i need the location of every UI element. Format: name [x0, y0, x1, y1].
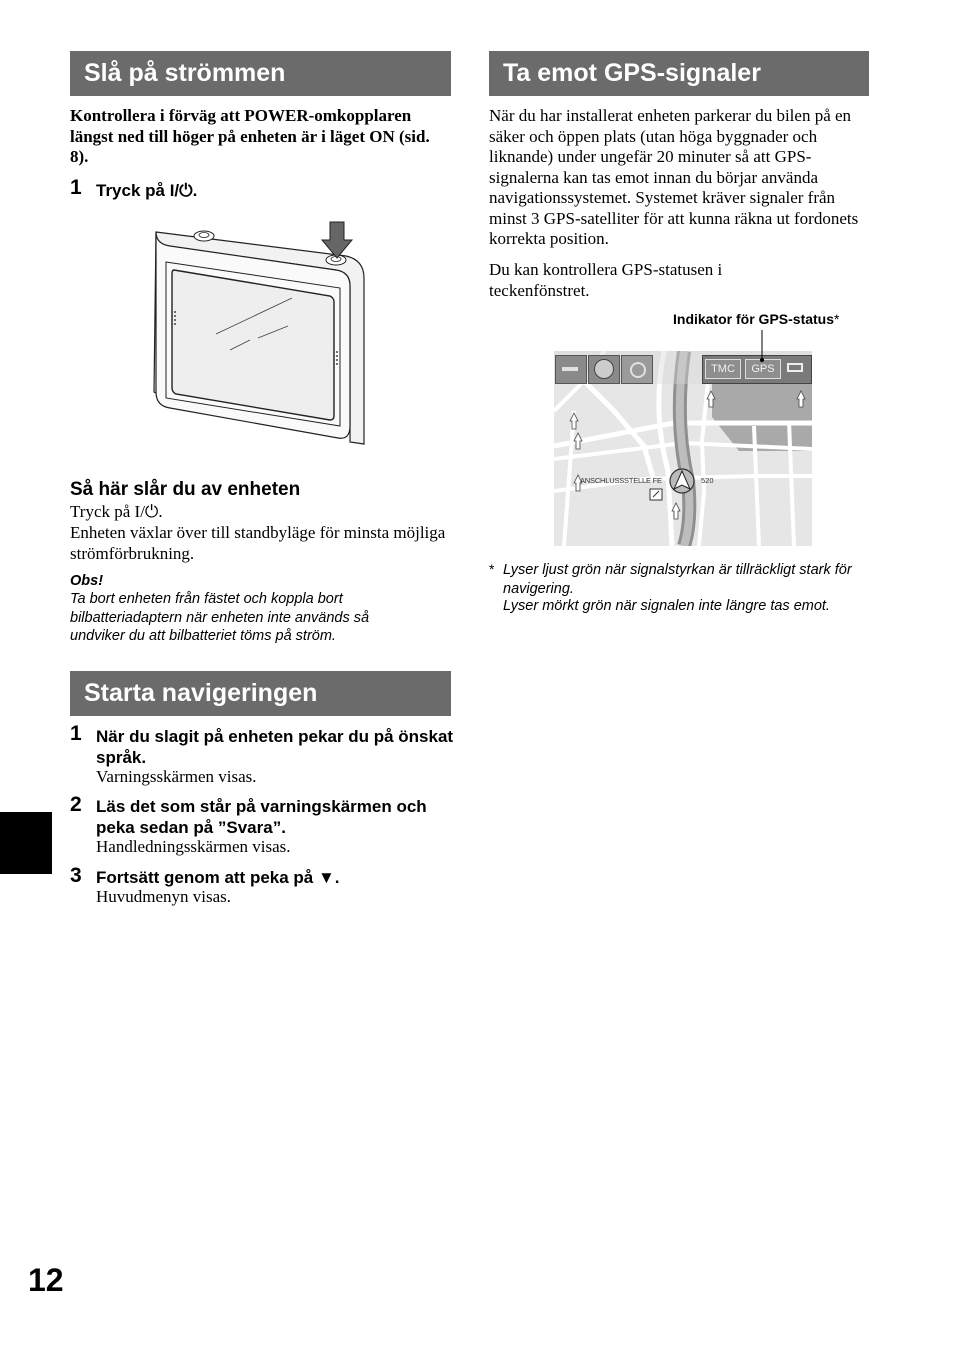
tmc-indicator: TMC — [705, 359, 741, 379]
obs-label: Obs! — [70, 573, 104, 589]
navigation-map — [554, 351, 812, 546]
section-header-power — [70, 51, 451, 96]
zoom-icon — [630, 362, 646, 378]
step-text: Läs det som står på varningskärmen och peka sedan på ”Svara”. — [96, 797, 427, 837]
zoom-button[interactable] — [621, 355, 653, 384]
section-title: Starta navigeringen — [84, 679, 318, 707]
gps-paragraph: När du har installerat enheten parkerar du bilen på en säker och öppen plats (utan höga byggnader och liknande) under ungefär 20 minuter så att GPS-signalerna kan tas emot innan du börjar använda navigationssystemet. Systemet kräver signaler från minst 3 GPS-satelliter för att kunna räkna ut fordonets korrekta position. — [489, 106, 859, 248]
street-number: 520 — [701, 476, 714, 485]
sub-instruction: Tryck på I/⏻. — [70, 502, 163, 521]
indicator-pointer — [755, 330, 769, 364]
obs-text: Ta bort enheten från fästet och koppla bort bilbatteriadaptern när enheten inte används så undviker du att bilbatteriet töms på ström. — [70, 591, 370, 644]
map-menu-button[interactable] — [555, 355, 587, 384]
compass-button[interactable] — [588, 355, 620, 384]
street-label: ANSCHLUSSSTELLE FE — [580, 476, 662, 485]
subheading: Så här slår du av enheten — [70, 479, 301, 500]
gps-indicator: GPS — [745, 359, 781, 379]
device-illustration — [150, 216, 370, 450]
step-number: 2 — [70, 793, 82, 816]
intro-paragraph: Kontrollera i förväg att POWER-omkopplaren längst ned till höger på enheten är i läget ON (sid. 8). — [70, 106, 430, 166]
gps-status-paragraph: Du kan kontrollera GPS-statusen i teckenfönstret. — [489, 260, 723, 300]
step-text: När du slagit på enheten pekar du på önskat språk. — [96, 727, 454, 767]
battery-icon — [787, 363, 803, 372]
chapter-tab — [0, 812, 52, 874]
step-result: Huvudmenyn visas. — [96, 887, 232, 906]
footnote-line-2: Lyser mörkt grön när signalen inte längre tas emot. — [503, 598, 830, 614]
sub-description: Enheten växlar över till standbyläge för minsta möjliga strömförbrukning. — [70, 523, 446, 563]
footnote-asterisk: * — [489, 561, 495, 577]
indicator-label: Indikator för GPS-status — [673, 311, 835, 327]
section-title: Slå på strömmen — [84, 59, 286, 87]
section-title: Ta emot GPS-signaler — [503, 59, 761, 87]
step-result: Varningsskärmen visas. — [96, 767, 257, 786]
step-text: Tryck på I/⏻. — [96, 181, 198, 200]
step-number: 1 — [70, 176, 82, 199]
step-result: Handledningsskärmen visas. — [96, 837, 291, 856]
indicator-caption — [673, 311, 839, 327]
page-number: 12 — [28, 1262, 64, 1298]
section-header-navigation — [70, 671, 451, 716]
footnote-line-1: Lyser ljust grön när signalstyrkan är tillräckligt stark för navigering. — [503, 562, 852, 597]
step-number: 1 — [70, 722, 82, 745]
step-text: Fortsätt genom att peka på ▼. — [96, 868, 340, 887]
section-header-gps — [489, 51, 869, 96]
indicator-asterisk: * — [834, 311, 840, 327]
press-arrow-icon — [322, 222, 352, 258]
step-number: 3 — [70, 864, 82, 887]
compass-icon — [594, 359, 614, 379]
